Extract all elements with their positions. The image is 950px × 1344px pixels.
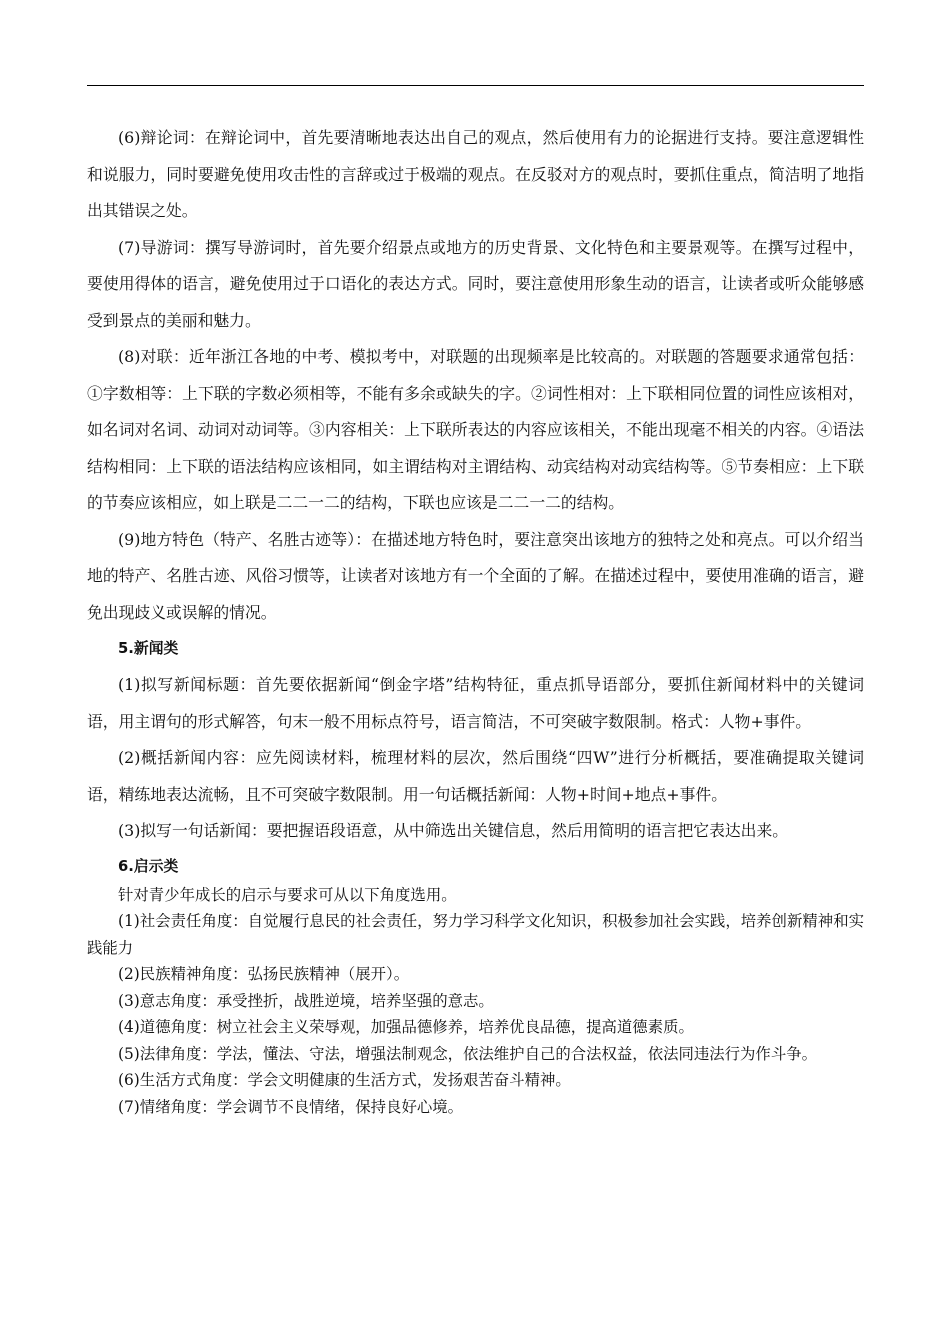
paragraph-inspiration-intro: 针对青少年成长的启示与要求可从以下角度选用。 (118, 885, 457, 904)
section-heading-news: 5.新闻类 (118, 640, 179, 657)
header-rule (87, 85, 864, 86)
paragraph-news-headline: (1)拟写新闻标题：首先要依据新闻“倒金字塔”结构特征，重点抓导语部分，要抓住新闻材料中的关键词语，用主谓句的形式解答，句末一般不用标点符号，语言简洁，不可突破字数限制。格式：人物+事件。 (87, 675, 864, 731)
list-item: (7)情绪角度：学会调节不良情绪，保持良好心境。 (118, 1097, 464, 1116)
list-item: (5)法律角度：学法，懂法、守法，增强法制观念，依法维护自己的合法权益，依法同违法行为作斗争。 (118, 1044, 817, 1063)
list-item: (4)道德角度：树立社会主义荣辱观，加强品德修养，培养优良品德，提高道德素质。 (118, 1018, 694, 1036)
list-item: (3)意志角度：承受挫折，战胜逆境，培养坚强的意志。 (118, 991, 494, 1010)
list-item: (2)民族精神角度：弘扬民族精神（展开）。 (118, 965, 410, 983)
paragraph-one-sentence-news: (3)拟写一句话新闻：要把握语段语意，从中筛选出关键信息，然后用简明的语言把它表达出来。 (118, 821, 789, 840)
paragraph-news-summary: (2)概括新闻内容：应先阅读材料，梳理材料的层次，然后围绕“四W”进行分析概括，要准确提取关键词语，精练地表达流畅，且不可突破字数限制。用一句话概括新闻：人物+时间+地点+事件。 (87, 748, 864, 804)
paragraph-couplet: (8)对联：近年浙江各地的中考、模拟考中，对联题的出现频率是比较高的。对联题的答题要求通常包括：①字数相等：上下联的字数必须相等，不能有多余或缺失的字。②词性相对：上下联相同位置的词性应该相对，如名词对名词、动词对动词等。③内容相关：上下联所表达的内容应该相关，不能出现毫不相关的内容。④语法结构相同：上下联的语法结构应该相同，如主谓结构对主谓结构、动宾结构对动宾结构等。⑤节奏相应：上下联的节奏应该相应，如上联是二二一二的结构，下联也应该是二二一二的结构。 (87, 347, 864, 512)
paragraph-tour-guide-speech: (7)导游词：撰写导游词时，首先要介绍景点或地方的历史背景、文化特色和主要景观等。在撰写过程中，要使用得体的语言，避免使用过于口语化的表达方式。同时，要注意使用形象生动的语言，让读者或听众能够感受到景点的美丽和魅力。 (87, 237, 864, 330)
list-item: (1)社会责任角度：自觉履行息民的社会责任，努力学习科学文化知识，积极参加社会实践，培养创新精神和实践能力 (87, 912, 864, 957)
section-heading-inspiration: 6.启示类 (118, 857, 179, 875)
document-body (87, 120, 864, 1120)
list-item: (6)生活方式角度：学会文明健康的生活方式，发扬艰苦奋斗精神。 (118, 1071, 571, 1089)
paragraph-local-features: (9)地方特色（特产、名胜古迹等）：在描述地方特色时，要注意突出该地方的独特之处和亮点。可以介绍当地的特产、名胜古迹、风俗习惯等，让读者对该地方有一个全面的了解。在描述过程中，要使用准确的语言，避免出现歧义或误解的情况。 (87, 529, 864, 622)
paragraph-debate-speech: (6)辩论词：在辩论词中，首先要清晰地表达出自己的观点，然后使用有力的论据进行支持。要注意逻辑性和说服力，同时要避免使用攻击性的言辞或过于极端的观点。在反驳对方的观点时，要抓住重点，简洁明了地指出其错误之处。 (87, 128, 864, 220)
